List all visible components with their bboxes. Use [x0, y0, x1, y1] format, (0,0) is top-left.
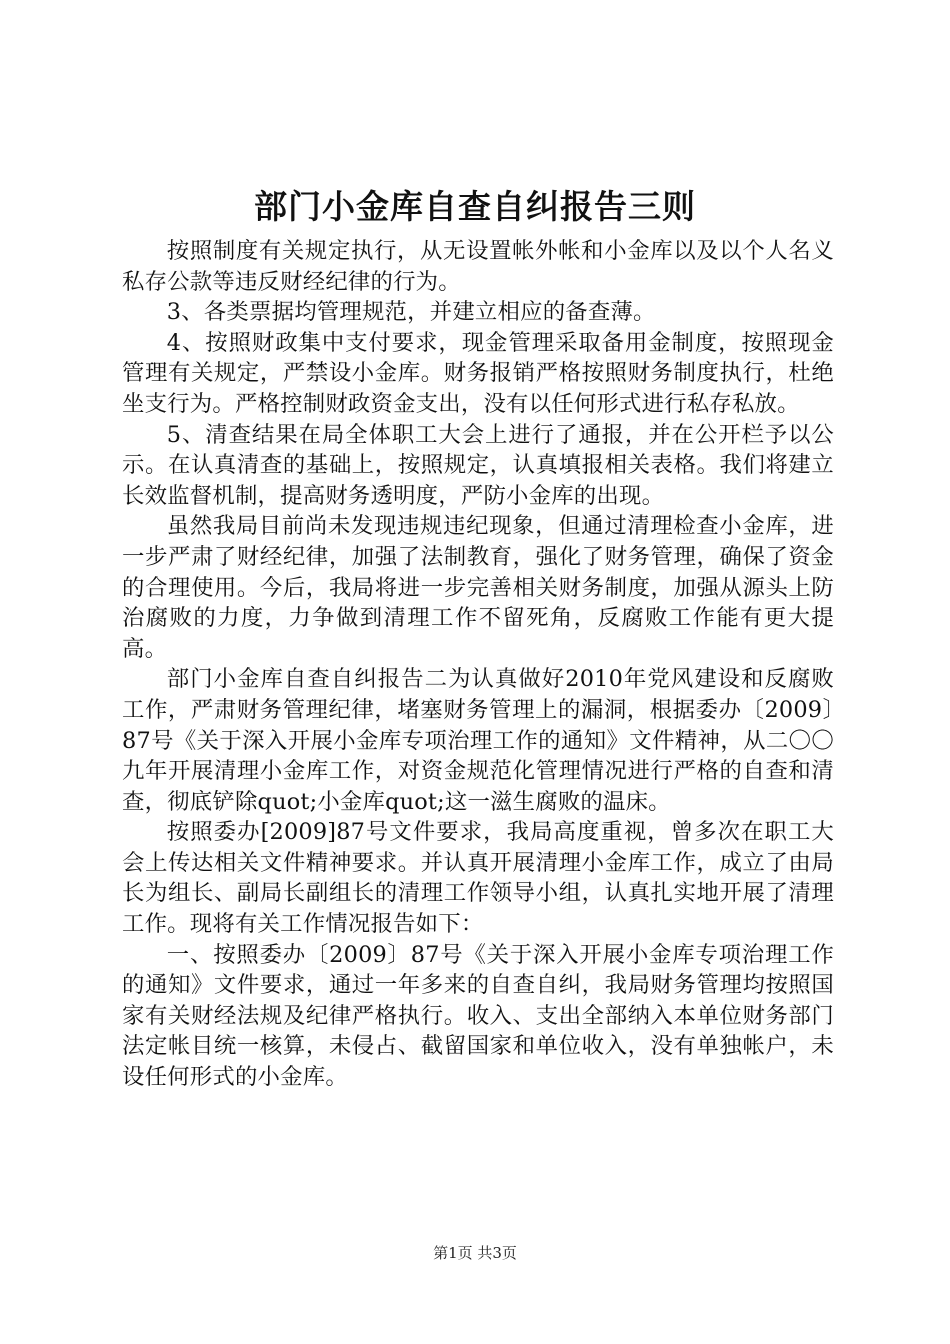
paragraph-5: 虽然我局目前尚未发现违规违纪现象，但通过清理检查小金库，进一步严肃了财经纪律，加强了法制教育，强化了财务管理，确保了资金的合理使用。今后，我局将进一步完善相关财务制度，加强从源头上防治腐败的力度，力争做到清理工作不留死角，反腐败工作能有更大提高。: [122, 513, 834, 662]
paragraph-2: 3、各类票据均管理规范，并建立相应的备查薄。: [166, 299, 656, 326]
document-body: [122, 236, 834, 1093]
paragraph-4: 5、清查结果在局全体职工大会上进行了通报，并在公开栏予以公示。在认真清查的基础上，按照规定，认真填报相关表格。我们将建立长效监督机制，提高财务透明度，严防小金库的出现。: [122, 421, 834, 509]
paragraph-1: 按照制度有关规定执行，从无设置帐外帐和小金库以及以个人名义私存公款等违反财经纪律的行为。: [122, 238, 834, 295]
paragraph-3: 4、按照财政集中支付要求，现金管理采取备用金制度，按照现金管理有关规定，严禁设小金库。财务报销严格按照财务制度执行，杜绝坐支行为。严格控制财政资金支出，没有以任何形式进行私存私放。: [122, 329, 834, 417]
paragraph-8: 一、按照委办〔2009〕87号《关于深入开展小金库专项治理工作的通知》文件要求，通过一年多来的自查自纠，我局财务管理均按照国家有关财经法规及纪律严格执行。收入、支出全部纳入本单位财务部门法定帐目统一核算，未侵占、截留国家和单位收入，没有单独帐户，未设任何形式的小金库。: [122, 941, 834, 1091]
paragraph-7: 按照委办[2009]87号文件要求，我局高度重视，曾多次在职工大会上传达相关文件精神要求。并认真开展清理小金库工作，成立了由局长为组长、副局长副组长的清理工作领导小组，认真扎实地开展了清理工作。现将有关工作情况报告如下：: [122, 819, 834, 938]
page-number-footer: 第1页 共3页: [433, 1244, 517, 1262]
document-title: 部门小金库自查自纠报告三则: [254, 187, 696, 226]
paragraph-6: 部门小金库自查自纠报告二为认真做好2010年党风建设和反腐败工作，严肃财务管理纪律，堵塞财务管理上的漏洞，根据委办〔2009〕87号《关于深入开展小金库专项治理工作的通知》文件精神，从二〇〇九年开展清理小金库工作，对资金规范化管理情况进行严格的自查和清查，彻底铲除quot;小金库quot;这一滋生腐败的温床。: [122, 666, 834, 815]
